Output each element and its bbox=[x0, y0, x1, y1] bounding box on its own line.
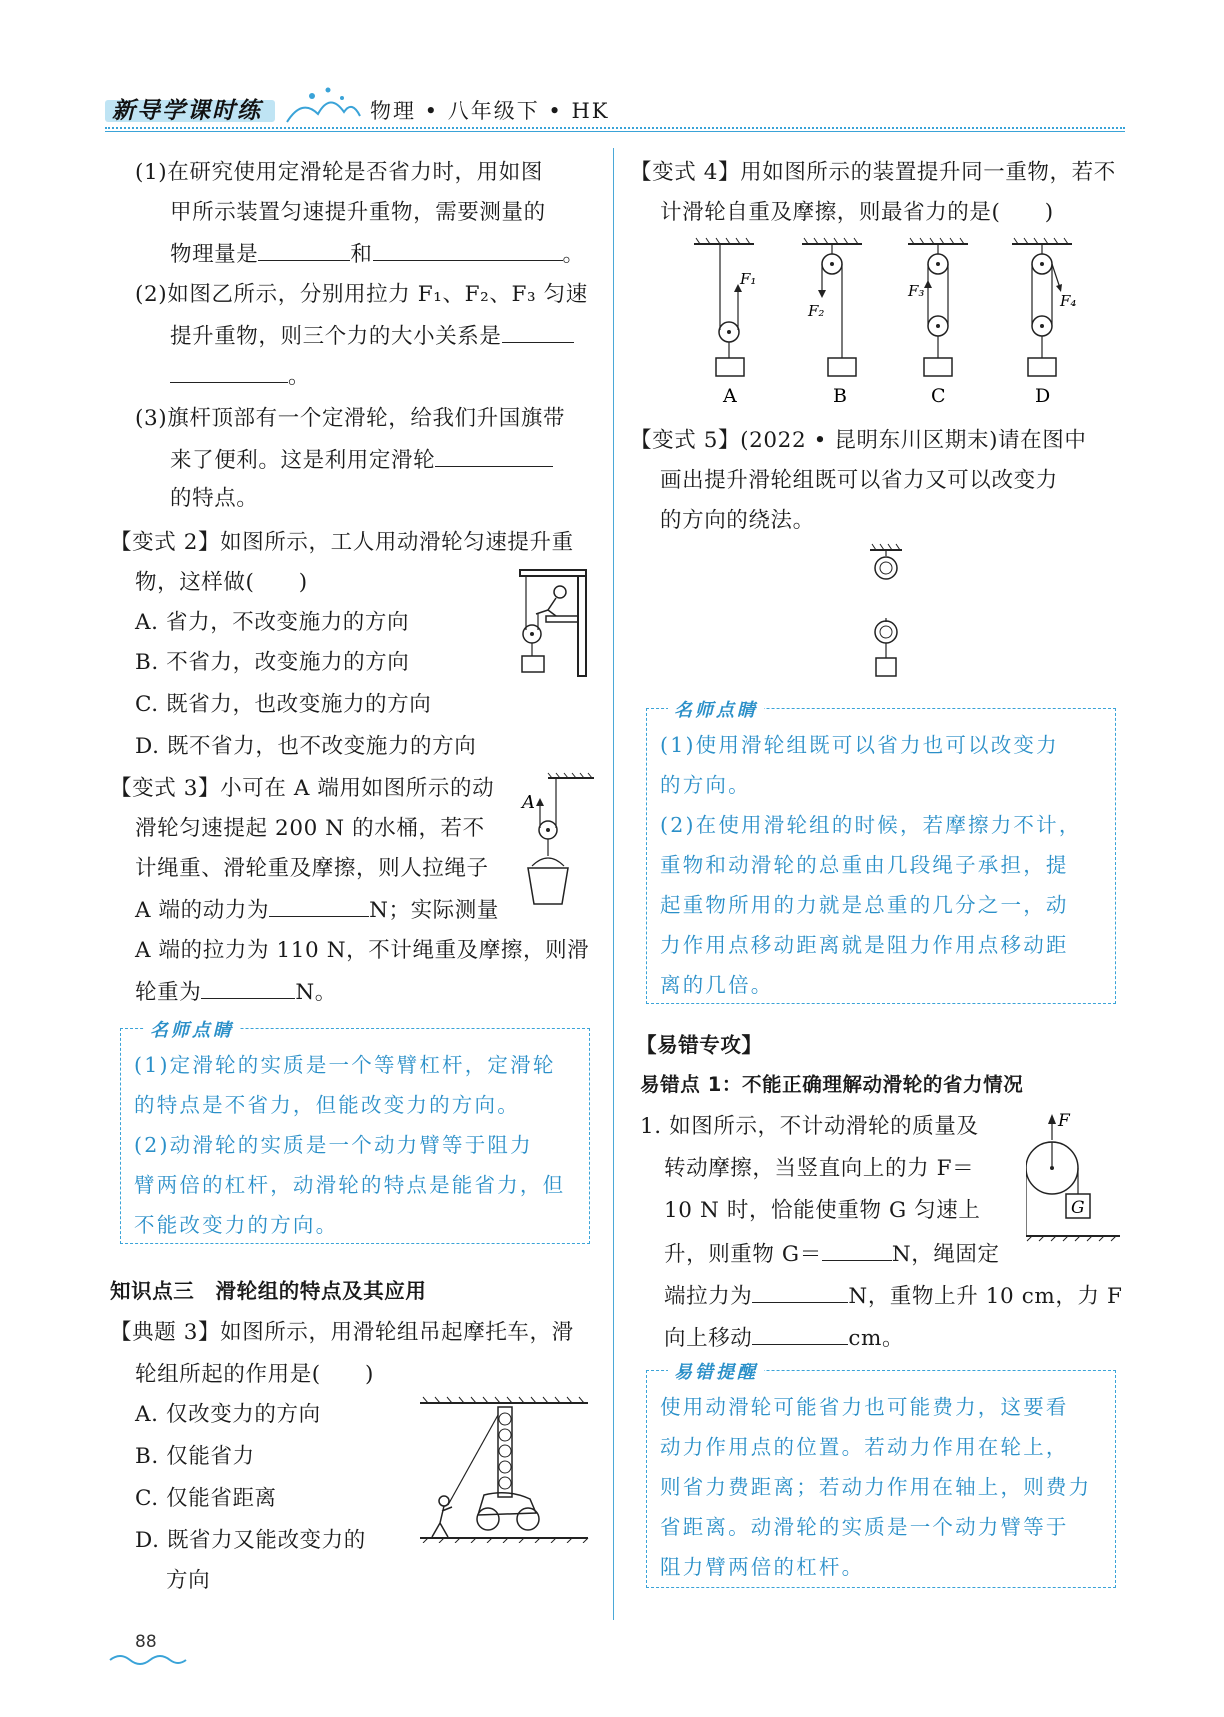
q3-line-2: 来了便利。这是利用定滑轮 bbox=[170, 444, 553, 476]
pulley-setup-c bbox=[907, 238, 968, 407]
teacher-tip-1-line-3: (2)动滑轮的实质是一个动力臂等于阻力 bbox=[134, 1133, 533, 1157]
error-tip-line-4: 省距离。动滑轮的实质是一个动力臂等于 bbox=[660, 1515, 1069, 1539]
v3-blank-1[interactable] bbox=[269, 894, 369, 917]
pulley-setup-a bbox=[694, 238, 756, 407]
bucket-pulley-figure bbox=[518, 772, 596, 912]
q3-line-3: 的特点。 bbox=[170, 486, 259, 511]
v4-line-2: 计滑轮自重及摩擦，则最省力的是( ) bbox=[660, 200, 1054, 225]
teacher-tip-2-line-3: (2)在使用滑轮组的时候，若摩擦力不计， bbox=[660, 813, 1082, 837]
force-label-f4: F₄ bbox=[1060, 292, 1077, 310]
ex3-option-d: D. 既省力又能改变力的 bbox=[135, 1528, 366, 1553]
q1-line-1: (1)在研究使用定滑轮是否省力时，用如图 bbox=[135, 160, 543, 185]
teacher-tip-2-line-4: 重物和动滑轮的总重由几段绳子承担，提 bbox=[660, 853, 1069, 877]
teacher-tip-2-line-7: 离的几倍。 bbox=[660, 973, 774, 997]
e1-blank-1[interactable] bbox=[822, 1238, 892, 1261]
ex3-line-2: 轮组所起的作用是( ) bbox=[135, 1362, 374, 1387]
q1-blank-1[interactable] bbox=[258, 238, 350, 261]
force-label-f1: F₁ bbox=[740, 270, 757, 288]
teacher-tip-2-line-5: 起重物所用的力就是总重的几分之一，动 bbox=[660, 893, 1069, 917]
e1-line-3: 10 N 时，恰能使重物 G 匀速上 bbox=[664, 1198, 981, 1223]
section-3-title: 知识点三 滑轮组的特点及其应用 bbox=[110, 1279, 427, 1303]
q2-blank-a[interactable] bbox=[502, 320, 574, 343]
error-tip-line-1: 使用动滑轮可能省力也可能费力，这要看 bbox=[660, 1395, 1069, 1419]
teacher-tip-1-line-5: 不能改变力的方向。 bbox=[134, 1213, 339, 1237]
worker-pulley-figure bbox=[512, 568, 592, 680]
pulley-group-drawing-figure bbox=[866, 542, 906, 682]
e1-blank-3[interactable] bbox=[752, 1322, 848, 1345]
ex3-option-a: A. 仅改变力的方向 bbox=[135, 1402, 321, 1427]
column-divider bbox=[613, 148, 614, 1620]
setup-label-a: A bbox=[723, 385, 737, 407]
ex3-option-b: B. 仅能省力 bbox=[135, 1444, 255, 1469]
v2-option-a: A. 省力，不改变施力的方向 bbox=[135, 610, 410, 635]
v2-line-1: 【变式 2】如图所示，工人用动滑轮匀速提升重 bbox=[110, 530, 574, 555]
error-tip-title: 易错提醒 bbox=[668, 1358, 764, 1384]
teacher-tip-title-1: 名师点睛 bbox=[144, 1016, 240, 1042]
q1-blank-2[interactable] bbox=[373, 238, 563, 261]
setup-label-b: B bbox=[833, 385, 847, 407]
teacher-tip-2-line-6: 力作用点移动距离就是阻力作用点移动距 bbox=[660, 933, 1069, 957]
e1-line-6: 向上移动 cm。 bbox=[664, 1322, 904, 1354]
q1-line-3: 物理量是 和 。 bbox=[170, 238, 585, 270]
v3-line-3: 计绳重、滑轮重及摩擦，则人拉绳子 bbox=[135, 856, 489, 881]
v4-line-1: 【变式 4】用如图所示的装置提升同一重物，若不 bbox=[630, 160, 1116, 185]
footer-wave-icon bbox=[108, 1652, 188, 1668]
error-tip-line-3: 则省力费距离；若动力作用在轴上，则费力 bbox=[660, 1475, 1092, 1499]
error-point-title: 易错点 1：不能正确理解动滑轮的省力情况 bbox=[640, 1073, 1024, 1096]
v3-line-5: A 端的拉力为 110 N，不计绳重及摩擦，则滑 bbox=[135, 938, 590, 963]
e1-blank-2[interactable] bbox=[752, 1280, 848, 1303]
force-label-f3: F₃ bbox=[908, 282, 925, 300]
error-tip-line-2: 动力作用点的位置。若动力作用在轮上， bbox=[660, 1435, 1069, 1459]
teacher-tip-2-line-1: (1)使用滑轮组既可以省力也可以改变力 bbox=[660, 733, 1059, 757]
v2-option-c: C. 既省力，也改变施力的方向 bbox=[135, 692, 432, 717]
page-number: 88 bbox=[135, 1632, 157, 1652]
header-brand: 新导学课时练 bbox=[112, 98, 262, 124]
pulley-setup-b bbox=[802, 238, 862, 407]
v2-option-b: B. 不省力，改变施力的方向 bbox=[135, 650, 410, 675]
setup-label-c: C bbox=[931, 385, 946, 407]
v5-line-3: 的方向的绕法。 bbox=[660, 508, 815, 533]
axle-pulley-figure bbox=[1026, 1110, 1120, 1242]
q2-line-2: 提升重物，则三个力的大小关系是 bbox=[170, 320, 574, 352]
q3-blank[interactable] bbox=[435, 444, 553, 467]
ex3-option-d-cont: 方向 bbox=[166, 1568, 211, 1593]
q2-blank-b[interactable] bbox=[170, 360, 288, 383]
v3-blank-2[interactable] bbox=[201, 976, 295, 999]
v3-line-1: 【变式 3】小可在 A 端用如图所示的动 bbox=[110, 776, 495, 801]
v5-line-2: 画出提升滑轮组既可以省力又可以改变力 bbox=[660, 468, 1058, 493]
v2-option-d: D. 既不省力，也不改变施力的方向 bbox=[135, 734, 477, 759]
teacher-tip-2-line-2: 的方向。 bbox=[660, 773, 751, 797]
weight-label-g: G bbox=[1071, 1198, 1085, 1218]
e1-line-1: 1. 如图所示，不计动滑轮的质量及 bbox=[640, 1114, 979, 1139]
four-pulley-figure bbox=[690, 236, 1120, 408]
error-tip-line-5: 阻力臂两倍的杠杆。 bbox=[660, 1555, 865, 1579]
splash-decoration-icon bbox=[282, 86, 362, 126]
q3-line-1: (3)旗杆顶部有一个定滑轮，给我们升国旗带 bbox=[135, 406, 566, 431]
bucket-figure-label: A bbox=[522, 792, 535, 813]
v5-line-1: 【变式 5】(2022 • 昆明东川区期末)请在图中 bbox=[630, 428, 1087, 453]
v2-line-2: 物，这样做( ) bbox=[135, 570, 308, 595]
motorcycle-pulley-figure bbox=[418, 1395, 590, 1543]
teacher-tip-1-line-2: 的特点是不省力，但能改变力的方向。 bbox=[134, 1093, 520, 1117]
header-divider-solid bbox=[105, 131, 1125, 132]
v3-line-2: 滑轮匀速提起 200 N 的水桶，若不 bbox=[135, 816, 485, 841]
e1-line-5: 端拉力为 N，重物上升 10 cm，力 F bbox=[664, 1280, 1123, 1312]
teacher-tip-1-line-4: 臂两倍的杠杆，动滑轮的特点是能省力，但 bbox=[134, 1173, 566, 1197]
teacher-tip-title-2: 名师点睛 bbox=[668, 696, 764, 722]
header-subject: 物理 • 八年级下 • HK bbox=[370, 99, 610, 123]
e1-line-4: 升，则重物 G＝ N，绳固定 bbox=[664, 1238, 1000, 1270]
error-section-title: 【易错专攻】 bbox=[636, 1033, 763, 1057]
header-divider bbox=[105, 127, 1125, 129]
pulley-setup-d bbox=[1012, 238, 1076, 407]
v3-line-4: A 端的动力为 N；实际测量 bbox=[135, 894, 499, 926]
teacher-tip-1-line-1: (1)定滑轮的实质是一个等臂杠杆，定滑轮 bbox=[134, 1053, 556, 1077]
e1-line-2: 转动摩擦，当竖直向上的力 F＝ bbox=[664, 1156, 975, 1181]
q2-line-3: 。 bbox=[170, 360, 310, 392]
ex3-line-1: 【典题 3】如图所示，用滑轮组吊起摩托车，滑 bbox=[110, 1320, 574, 1345]
q2-line-1: (2)如图乙所示，分别用拉力 F₁、F₂、F₃ 匀速 bbox=[135, 282, 588, 307]
ex3-option-c: C. 仅能省距离 bbox=[135, 1486, 277, 1511]
force-label-f: F bbox=[1058, 1111, 1070, 1131]
setup-label-d: D bbox=[1035, 385, 1051, 407]
q1-line-2: 甲所示装置匀速提升重物，需要测量的 bbox=[170, 200, 546, 225]
v3-line-6: 轮重为 N。 bbox=[135, 976, 337, 1008]
force-label-f2: F₂ bbox=[808, 302, 825, 320]
